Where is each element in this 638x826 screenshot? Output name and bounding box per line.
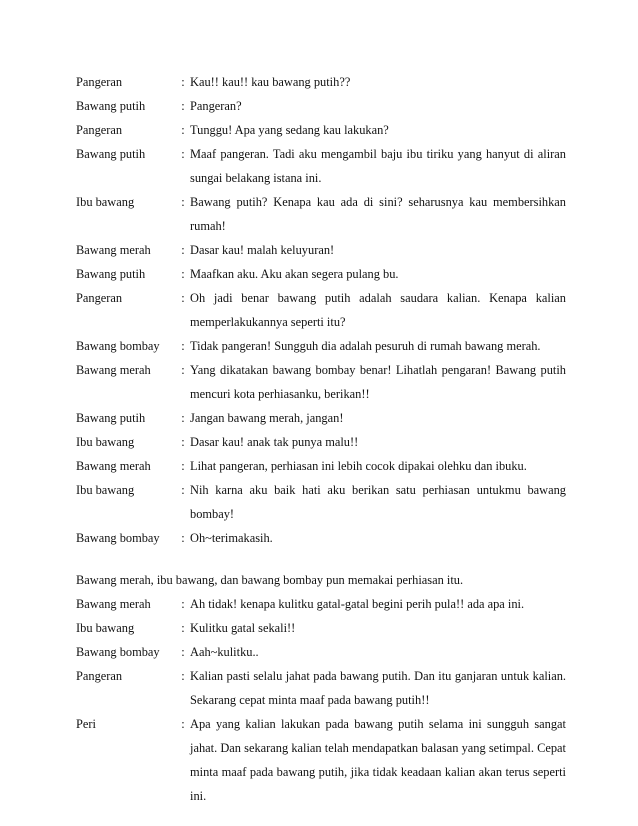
speaker-name: Bawang bombay <box>76 645 160 659</box>
colon-separator: : <box>181 75 185 89</box>
dialogue-section-1 <box>76 70 566 550</box>
dialogue-line <box>76 430 566 454</box>
colon-separator: : <box>181 531 185 545</box>
speaker-name: Bawang merah <box>76 459 151 473</box>
dialogue-line <box>76 94 566 118</box>
speaker-name: Ibu bawang <box>76 435 135 449</box>
speaker-name: Pangeran <box>76 669 123 683</box>
speaker-name: Bawang merah <box>76 243 151 257</box>
dialogue-line <box>76 238 566 262</box>
speech-text: Oh~terimakasih. <box>190 531 273 545</box>
speaker-name: Bawang merah <box>76 597 151 611</box>
dialogue-line <box>76 640 566 664</box>
colon-separator: : <box>181 243 185 257</box>
speech-text: Jangan bawang merah, jangan! <box>190 411 344 425</box>
speaker-name: Pangeran <box>76 75 123 89</box>
speech-text: Kalian pasti selalu jahat pada bawang putih. Dan itu ganjaran untuk kalian. Sekarang cepat minta maaf pada bawang putih!! <box>190 669 566 707</box>
speech-text: Pangeran? <box>190 99 242 113</box>
colon-separator: : <box>181 645 185 659</box>
dialogue-line <box>76 262 566 286</box>
speech-text: Nih karna aku baik hati aku berikan satu perhiasan untukmu bawang bombay! <box>190 483 566 521</box>
speech-text: Lihat pangeran, perhiasan ini lebih cocok dipakai olehku dan ibuku. <box>190 459 527 473</box>
colon-separator: : <box>181 99 185 113</box>
colon-separator: : <box>181 363 185 377</box>
dialogue-line <box>76 664 566 712</box>
speaker-name: Bawang bombay <box>76 531 160 545</box>
speaker-name: Pangeran <box>76 123 123 137</box>
speaker-name: Bawang putih <box>76 411 146 425</box>
speech-text: Bawang putih? Kenapa kau ada di sini? seharusnya kau membersihkan rumah! <box>190 195 566 233</box>
colon-separator: : <box>181 195 185 209</box>
dialogue-line <box>76 478 566 526</box>
colon-separator: : <box>181 483 185 497</box>
speech-text: Kulitku gatal sekali!! <box>190 621 296 635</box>
colon-separator: : <box>181 339 185 353</box>
colon-separator: : <box>181 291 185 305</box>
speech-text: Yang dikatakan bawang bombay benar! Lihatlah pengaran! Bawang putih mencuri kota perhiasanku, berikan!! <box>190 363 566 401</box>
dialogue-line <box>76 406 566 430</box>
colon-separator: : <box>181 435 185 449</box>
dialogue-line <box>76 526 566 550</box>
speaker-name: Ibu bawang <box>76 621 135 635</box>
speech-text: Tidak pangeran! Sungguh dia adalah pesuruh di rumah bawang merah. <box>190 339 541 353</box>
speaker-name: Bawang bombay <box>76 339 160 353</box>
dialogue-line <box>76 712 566 808</box>
speech-text: Apa yang kalian lakukan pada bawang putih selama ini sungguh sangat jahat. Dan sekarang kalian telah mendapatkan balasan yang setimpal. Cepat minta maaf pada bawang putih, jika tidak keadaan kalian akan terus seperti ini. <box>190 717 566 803</box>
dialogue-line <box>76 118 566 142</box>
dialogue-line <box>76 70 566 94</box>
dialogue-line <box>76 358 566 406</box>
speech-text: Dasar kau! anak tak punya malu!! <box>190 435 359 449</box>
colon-separator: : <box>181 147 185 161</box>
speaker-name: Ibu bawang <box>76 483 135 497</box>
colon-separator: : <box>181 267 185 281</box>
dialogue-line <box>76 592 566 616</box>
speaker-name: Ibu bawang <box>76 195 135 209</box>
speech-text: Tunggu! Apa yang sedang kau lakukan? <box>190 123 389 137</box>
colon-separator: : <box>181 597 185 611</box>
dialogue-section-2 <box>76 592 566 808</box>
dialogue-line <box>76 190 566 238</box>
speech-text: Kau!! kau!! kau bawang putih?? <box>190 75 351 89</box>
dialogue-line <box>76 334 566 358</box>
dialogue-line <box>76 286 566 334</box>
speech-text: Aah~kulitku.. <box>190 645 259 659</box>
dialogue-line <box>76 142 566 190</box>
speech-text: Dasar kau! malah keluyuran! <box>190 243 335 257</box>
dialogue-line <box>76 454 566 478</box>
speaker-name: Pangeran <box>76 291 123 305</box>
speaker-name: Bawang putih <box>76 267 146 281</box>
speaker-name: Bawang merah <box>76 363 151 377</box>
colon-separator: : <box>181 411 185 425</box>
colon-separator: : <box>181 717 185 731</box>
script-body <box>76 70 566 808</box>
speech-text: Maafkan aku. Aku akan segera pulang bu. <box>190 267 399 281</box>
speaker-name: Bawang putih <box>76 147 146 161</box>
colon-separator: : <box>181 459 185 473</box>
speaker-name: Bawang putih <box>76 99 146 113</box>
speech-text: Ah tidak! kenapa kulitku gatal-gatal begini perih pula!! ada apa ini. <box>190 597 525 611</box>
narration-line: Bawang merah, ibu bawang, dan bawang bombay pun memakai perhiasan itu. <box>76 573 464 587</box>
colon-separator: : <box>181 123 185 137</box>
dialogue-line <box>76 616 566 640</box>
colon-separator: : <box>181 621 185 635</box>
speech-text: Maaf pangeran. Tadi aku mengambil baju ibu tiriku yang hanyut di aliran sungai belakang istana ini. <box>190 147 566 185</box>
colon-separator: : <box>181 669 185 683</box>
speech-text: Oh jadi benar bawang putih adalah saudara kalian. Kenapa kalian memperlakukannya seperti itu? <box>190 291 566 329</box>
speaker-name: Peri <box>76 717 96 731</box>
